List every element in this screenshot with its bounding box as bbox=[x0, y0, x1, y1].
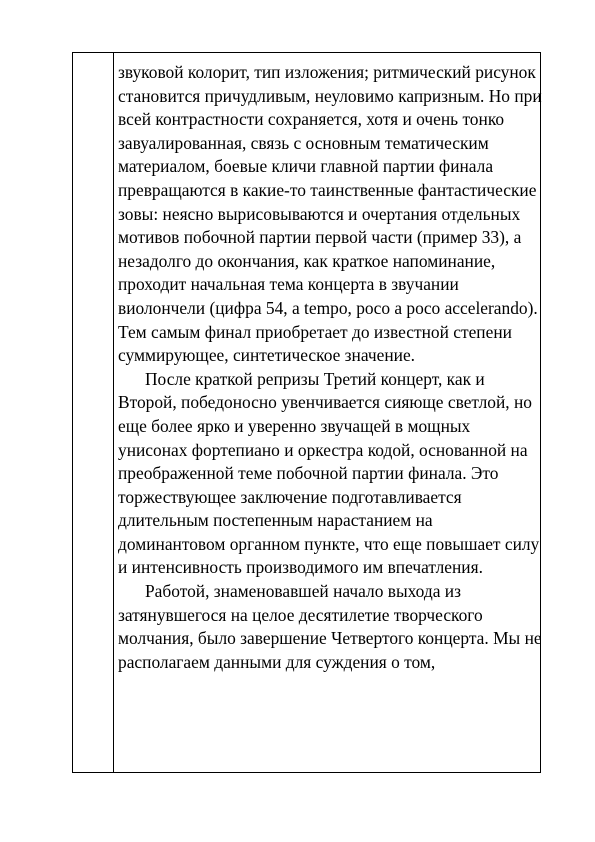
document-body bbox=[118, 61, 542, 674]
paragraph-fourth-concerto: Работой, знаменовавшей начало выхода из затянувшегося на целое десятилетие творческого молчания, было завершение Четвертого концерта. Мы не располагаем данными для суждения о том, bbox=[118, 581, 542, 672]
table-column-divider bbox=[113, 52, 114, 773]
paragraph-reprise: После краткой репризы Третий концерт, как и Второй, победоносно увенчивается сияюще светлой, но еще более ярко и уверенно звучащей в мощных унисонах фортепиано и оркестра кодой, основанной на преображенной теме побочной партии финала. Это торжествующее заключение подготавливается длительным постепенным нарастанием на доминантовом органном пункте, что еще повышает силу и интенсивность производимого им впечатления. bbox=[118, 368, 540, 578]
table-bottom-border bbox=[72, 772, 541, 773]
table-left-border bbox=[72, 52, 73, 773]
table-top-border bbox=[72, 52, 541, 53]
paragraph-continuation: звуковой колорит, тип изложения; ритмический рисунок становится причудливым, неуловимо капризным. Но при всей контрастности сохраняется, хотя и очень тонко завуалированная, связь с основным тематическим материалом, боевые кличи главной партии финала превращаются в какие-то таинственные фантастические зовы: неясно вырисовываются и очертания отдельных мотивов побочной партии первой части (пример 33), а незадолго до окончания, как краткое напоминание, проходит начальная тема концерта в звучании виолончели (цифра 54, a tempo, poco a poco accelerando). Тем самым финал приобретает до известной степени суммирующее, синтетическое значение. bbox=[118, 62, 542, 366]
